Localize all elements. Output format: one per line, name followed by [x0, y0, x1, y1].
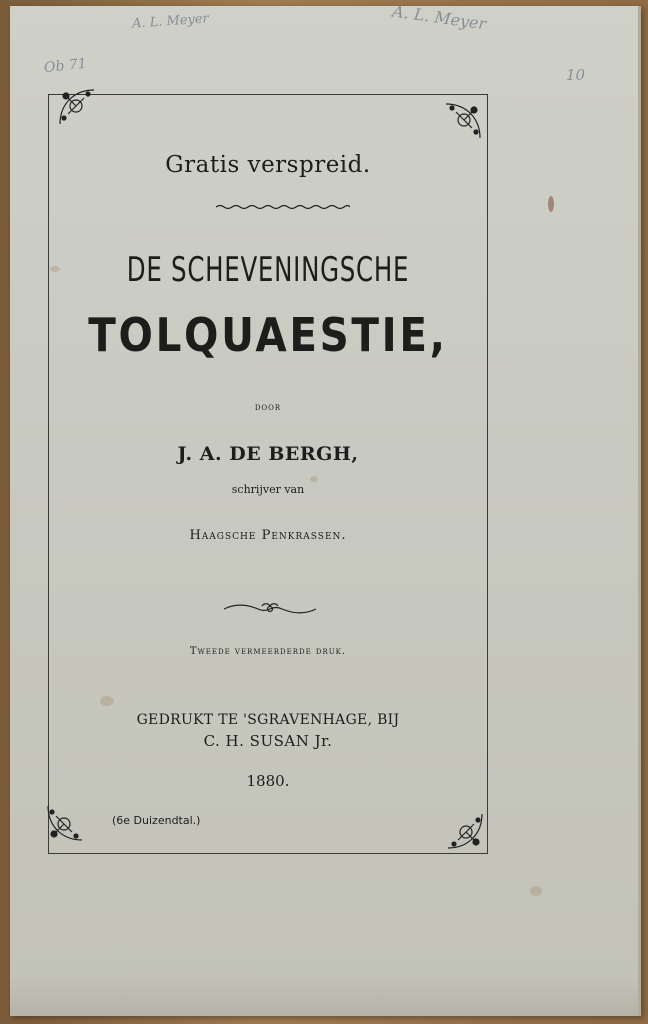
gratis-line: Gratis verspreid. — [165, 152, 371, 178]
foxing-spot — [548, 196, 554, 212]
door-label: DOOR — [254, 404, 282, 412]
corner-ornament-icon — [440, 98, 486, 144]
corner-ornament-icon — [54, 84, 100, 130]
printer-line: GEDRUKT TE 'SGRAVENHAGE, BIJ — [136, 712, 400, 728]
edition-line: Tweede vermeerderde druk. — [189, 646, 347, 657]
corner-ornament-icon — [42, 800, 88, 846]
pencil-shelfmark: Ob 71 — [43, 55, 88, 77]
wavy-rule-icon — [216, 204, 350, 210]
print-run-note: (6e Duizendtal.) — [112, 814, 201, 827]
publisher-name: C. H. SUSAN Jr. — [203, 732, 333, 750]
title-line-2: TOLQUAESTIE, — [88, 308, 448, 362]
corner-ornament-icon — [442, 808, 488, 854]
pencil-signature: A. L. Meyer — [391, 1, 488, 34]
foxing-spot — [530, 886, 542, 896]
title-line-1: DE SCHEVENINGSCHE — [126, 250, 410, 290]
publication-year: 1880. — [246, 772, 290, 790]
pencil-signature: A. L. Meyer — [131, 11, 210, 32]
previous-work: Haagsche Penkrassen. — [189, 528, 347, 543]
flourish-ornament-icon — [222, 602, 318, 616]
pencil-number: 10 — [566, 66, 586, 84]
author-role: schrijver van — [231, 483, 305, 496]
author-name: J. A. DE BERGH, — [177, 443, 359, 465]
